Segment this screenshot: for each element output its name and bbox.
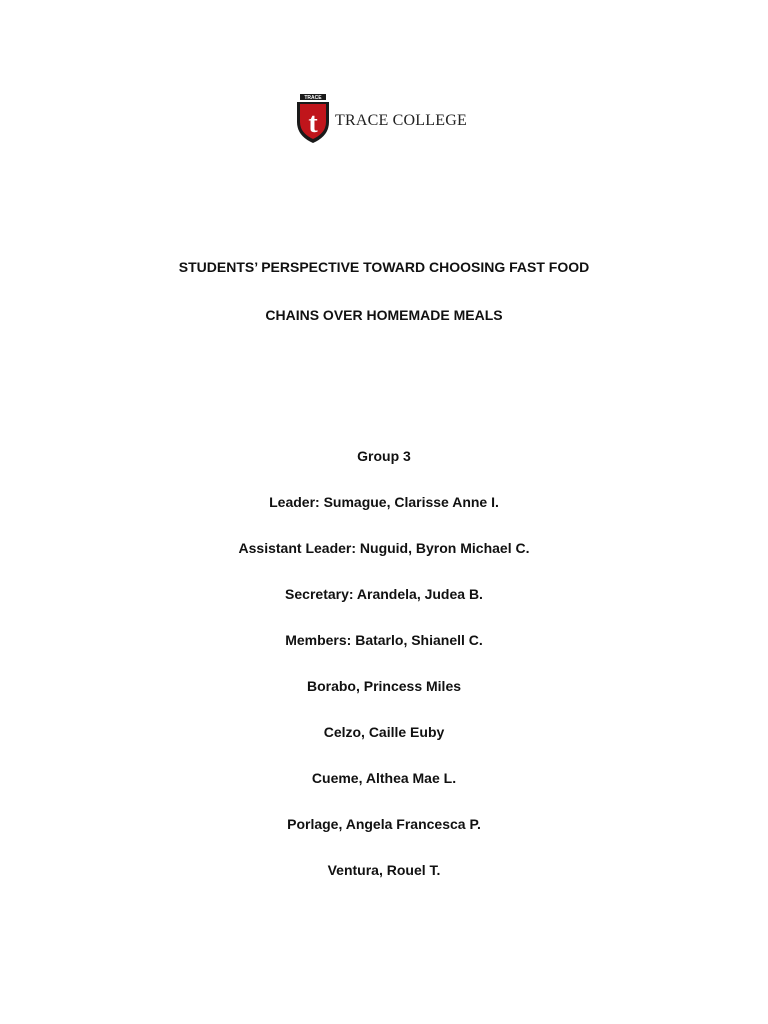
title-line-1: STUDENTS’ PERSPECTIVE TOWARD CHOOSING FAST FOOD (178, 259, 590, 275)
member-line: Celzo, Caille Euby (323, 724, 445, 740)
group-assistant-leader: Assistant Leader: Nuguid, Byron Michael C. (238, 540, 530, 556)
svg-text:t: t (308, 108, 318, 139)
member-line: Porlage, Angela Francesca P. (287, 816, 481, 832)
member-line: Borabo, Princess Miles (306, 678, 462, 694)
svg-text:TRACE: TRACE (304, 95, 322, 101)
group-leader: Leader: Sumague, Clarisse Anne I. (269, 494, 499, 510)
trace-college-logo (294, 94, 472, 156)
shield-emblem-icon (294, 94, 332, 144)
member-line: Cueme, Althea Mae L. (311, 770, 457, 786)
member-line: Members: Batarlo, Shianell C. (285, 632, 483, 648)
logo-college-name: TRACE COLLEGE (335, 112, 467, 129)
group-name: Group 3 (357, 448, 411, 464)
title-line-2: CHAINS OVER HOMEMADE MEALS (265, 307, 503, 323)
member-line: Ventura, Rouel T. (327, 862, 441, 878)
group-secretary: Secretary: Arandela, Judea B. (285, 586, 483, 602)
